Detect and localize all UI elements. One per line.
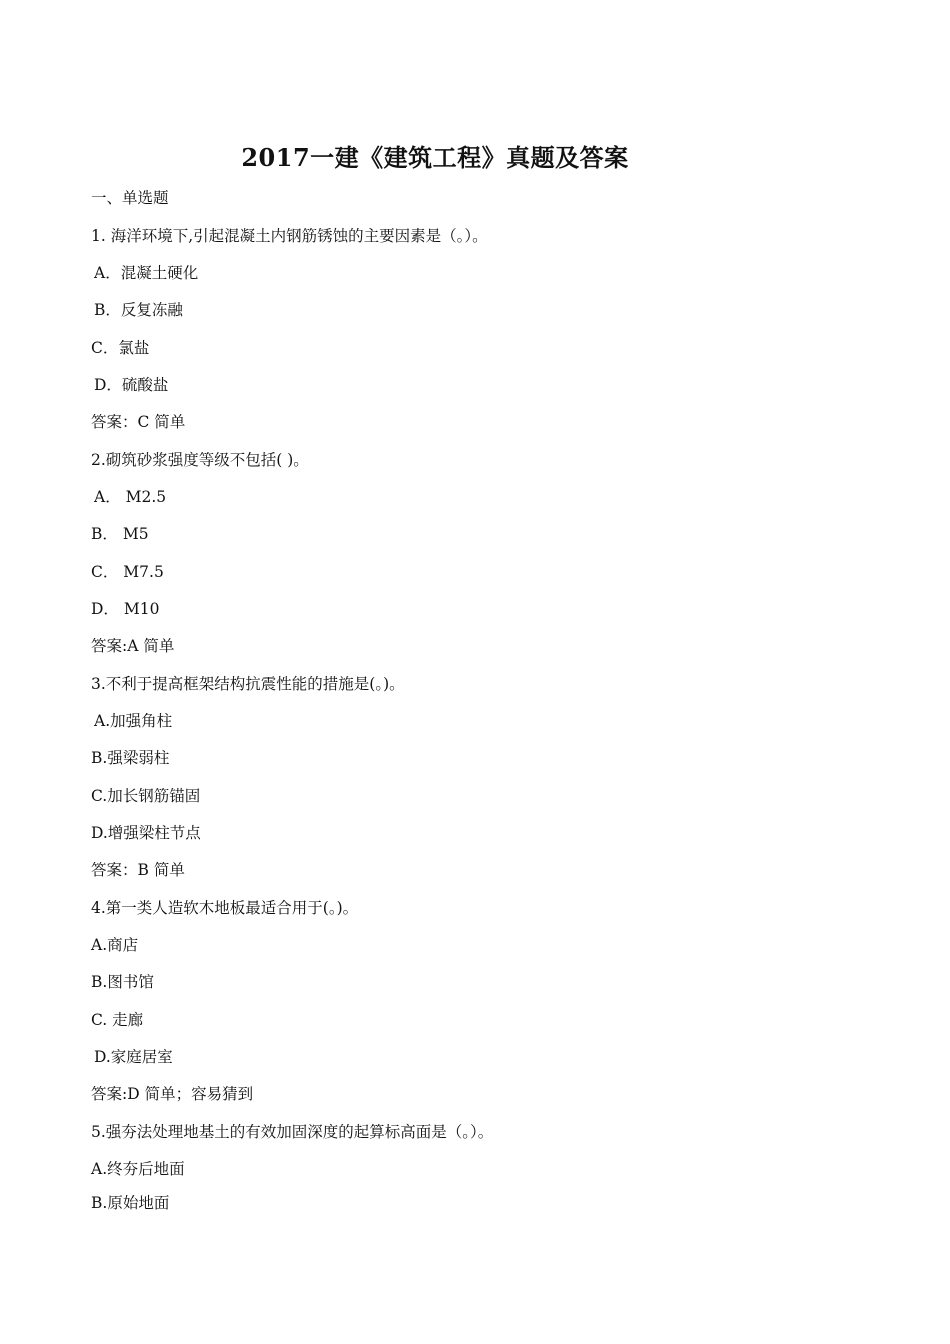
option-c: C． M7.5 (91, 563, 164, 581)
option-d: D．硫酸盐 (94, 376, 169, 394)
option-d: D.增强梁柱节点 (91, 824, 201, 842)
section-heading: 一、单选题 (91, 189, 169, 207)
page-title: 2017一建《建筑工程》真题及答案 (241, 143, 629, 172)
option-a: A．混凝土硬化 (94, 264, 199, 282)
option-c: C. 走廊 (91, 1011, 144, 1029)
question-stem: 2.砌筑砂浆强度等级不包括( )。 (91, 451, 309, 469)
option-d: D． M10 (91, 600, 160, 618)
answer-line: 答案：B 简单 (91, 861, 185, 879)
question-stem: 4.第一类人造软木地板最适合用于(。)。 (91, 899, 359, 917)
option-d: D.家庭居室 (94, 1048, 173, 1066)
option-a: A.加强角柱 (94, 712, 173, 730)
option-c: C．氯盐 (91, 339, 150, 357)
answer-line: 答案：C 简单 (91, 413, 186, 431)
option-b: B.原始地面 (91, 1194, 170, 1212)
option-a: A． M2.5 (94, 488, 167, 506)
answer-line: 答案:A 简单 (91, 637, 175, 655)
question-stem: 1. 海洋环境下,引起混凝土内钢筋锈蚀的主要因素是（。）。 (91, 227, 488, 245)
option-b: B． M5 (91, 525, 149, 543)
answer-line: 答案:D 简单；容易猜到 (91, 1085, 254, 1103)
option-a: A.商店 (91, 936, 139, 954)
question-stem: 3.不利于提高框架结构抗震性能的措施是(。)。 (91, 675, 405, 693)
option-b: B．反复冻融 (94, 301, 183, 319)
option-b: B.强梁弱柱 (91, 749, 170, 767)
option-b: B.图书馆 (91, 973, 154, 991)
option-a: A.终夯后地面 (91, 1160, 185, 1178)
option-c: C.加长钢筋锚固 (91, 787, 201, 805)
question-stem: 5.强夯法处理地基土的有效加固深度的起算标高面是（。）。 (91, 1123, 494, 1141)
